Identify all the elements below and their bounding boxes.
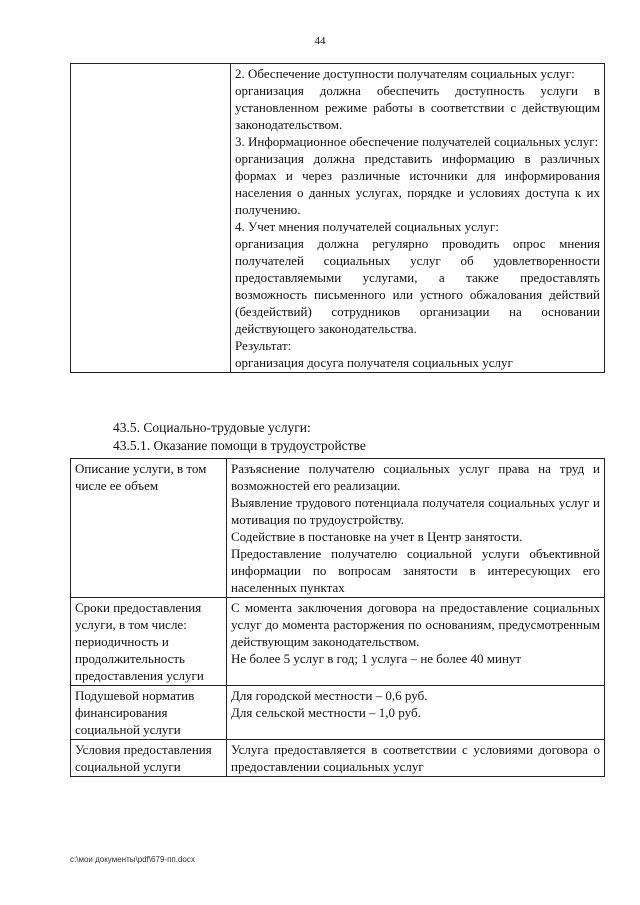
table-cell-empty — [71, 64, 231, 373]
page-number: 44 — [314, 35, 326, 47]
paragraph: Предоставление получателю социальной услуги объективной информации по вопросам занятости в интересующих его населенных пунктах — [231, 546, 600, 595]
footer-file-path: c:\мои документы\pdf\679-пп.docx — [70, 855, 195, 864]
paragraph: С момента заключения договора на предоставление социальных услуг до момента расторжения по основаниям, предусмотренным действующим законодательством. — [231, 600, 600, 649]
table-row — [71, 686, 605, 740]
table-row — [71, 740, 605, 777]
row-value — [227, 686, 605, 740]
row-value — [227, 459, 605, 598]
row-value — [227, 598, 605, 686]
paragraph: Выявление трудового потенциала получателя социальных услуг и мотивация по трудоустройству. — [231, 495, 600, 527]
paragraph: Результат: — [235, 338, 292, 353]
paragraph: Для сельской местности – 1,0 руб. — [231, 705, 421, 720]
continuation-table — [70, 63, 605, 373]
row-label: Сроки предоставления услуги, в том числе: периодичность и продолжительность предоставления услуги — [71, 598, 227, 686]
paragraph: организация должна обеспечить доступность услуги в установленном режиме работы в соответствии с действующим законодательством. — [235, 83, 600, 132]
paragraph: Разъяснение получателю социальных услуг права на труд и возможностей его реализации. — [231, 461, 600, 493]
paragraph: 4. Учет мнения получателей социальных услуг: — [235, 219, 499, 234]
row-label: Условия предоставления социальной услуги — [71, 740, 227, 777]
paragraph: организация должна представить информацию в различных формах и через различные источники для информирования населения о данных услугах, порядке и условиях доступа к их получению. — [235, 151, 600, 217]
paragraph: 3. Информационное обеспечение получателей социальных услуг: — [235, 134, 599, 149]
table-row — [71, 64, 605, 373]
row-value — [227, 740, 605, 777]
table-row — [71, 598, 605, 686]
paragraph: Услуга предоставляется в соответствии с условиями договора о предоставлении социальных услуг — [231, 742, 600, 774]
section-subheading: 43.5.1. Оказание помощи в трудоустройстве — [113, 438, 366, 453]
paragraph: 2. Обеспечение доступности получателям социальных услуг: — [235, 66, 575, 81]
row-label: Подушевой норматив финансирования социальной услуги — [71, 686, 227, 740]
row-label: Описание услуги, в том числе ее объем — [71, 459, 227, 598]
section-heading: 43.5. Социально-трудовые услуги: — [113, 420, 311, 435]
paragraph: Для городской местности – 0,6 руб. — [231, 688, 428, 703]
service-table — [70, 458, 605, 777]
paragraph: организация должна регулярно проводить опрос мнения получателей социальных услуг об удовлетворенности предоставляемыми услугами, а также предоставлять возможность письменного или устного обжалования действий (бездействий) сотрудников организации на основании действующего законодательства. — [235, 236, 600, 336]
table-row — [71, 459, 605, 598]
paragraph: Содействие в постановке на учет в Центр занятости. — [231, 529, 523, 544]
paragraph: Не более 5 услуг в год; 1 услуга – не более 40 минут — [231, 651, 522, 666]
paragraph: организация досуга получателя социальных услуг — [235, 355, 513, 370]
table-cell-text — [231, 64, 605, 373]
